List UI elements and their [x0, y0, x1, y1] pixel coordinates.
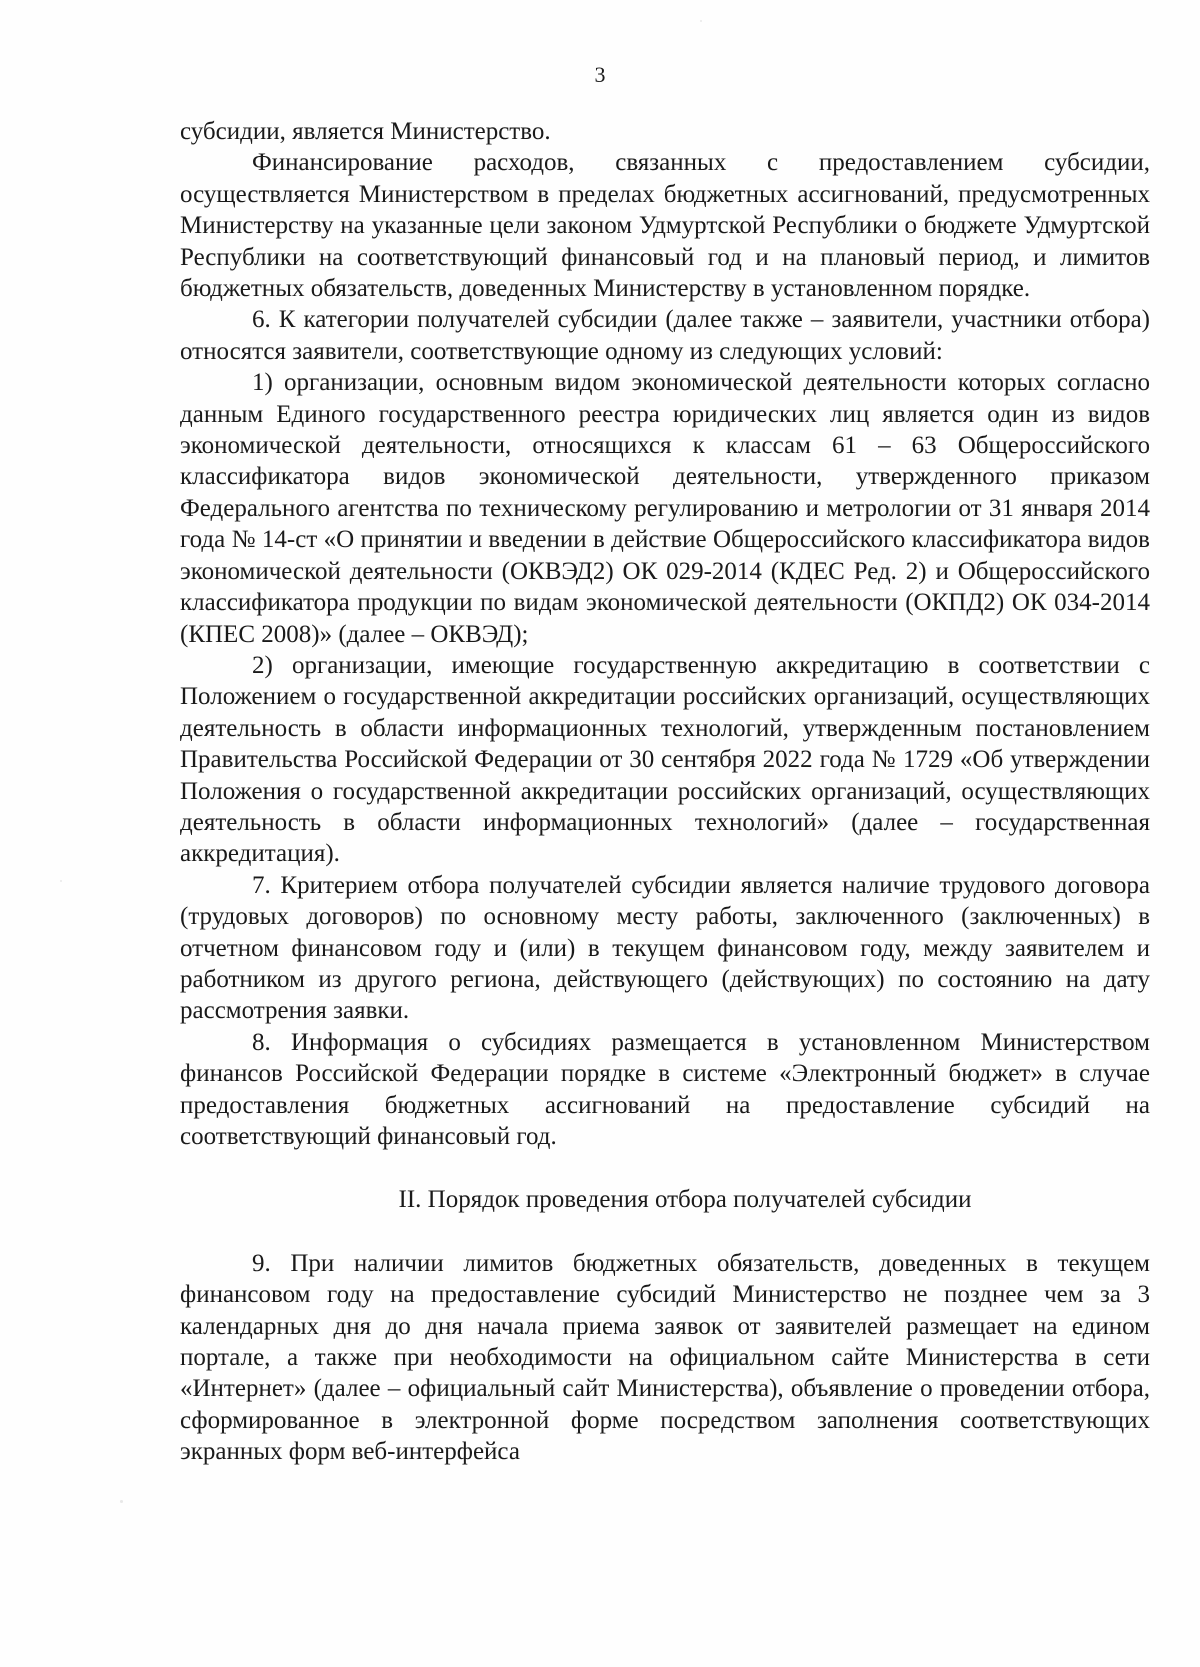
paragraph-continuation: субсидии, является Министерство.: [180, 118, 551, 145]
scan-speck: [700, 20, 702, 22]
document-body: [180, 116, 1150, 1468]
paragraph-item-6-2: 2) организации, имеющие государственную аккредитацию в соответствии с Положением о государственной аккредитации российских организаций, осуществляющих деятельность в области информационных технологий, утвержденным постановлением Правительства Российской Федерации от 30 сентября 2022 года № 1729 «Об утверждении Положения о государственной аккредитации российских организаций, осуществляющих деятельность в области информационных технологий» (далее – государственная аккредитация).: [180, 651, 1150, 868]
section-heading: II. Порядок проведения отбора получателей субсидии: [398, 1186, 972, 1214]
paragraph-financing: Финансирование расходов, связанных с предоставлением субсидии, осуществляется Министерством в пределах бюджетных ассигнований, предусмотренных Министерству на указанные цели законом Удмуртской Республики о бюджете Удмуртской Республики на соответствующий финансовый год и на плановый период, и лимитов бюджетных обязательств, доведенных Министерству в установленном порядке.: [180, 149, 1150, 303]
page-number: 3: [594, 62, 606, 87]
paragraph-item-6: 6. К категории получателей субсидии (далее также – заявители, участники отбора) относятся заявители, соответствующие одному из следующих условий:: [180, 306, 1150, 365]
paragraph-item-6-1: 1) организации, основным видом экономической деятельности которых согласно данным Единого государственного реестра юридических лиц является один из видов экономической деятельности, относящихся к классам 61 – 63 Общероссийского классификатора видов экономической деятельности, утвержденного приказом Федерального агентства по техническому регулированию и метрологии от 31 января 2014 года № 14-ст «О принятии и введении в действие Общероссийского классификатора видов экономической деятельности (ОКВЭД2) ОК 029-2014 (КДЕС Ред. 2) и Общероссийского классификатора продукции по видам экономической деятельности (ОКПД2) ОК 034-2014 (КПЕС 2008)» (далее – ОКВЭД);: [180, 369, 1150, 648]
scan-speck: [60, 880, 62, 882]
paragraph-item-8: 8. Информация о субсидиях размещается в установленном Министерством финансов Российской Федерации порядке в системе «Электронный бюджет» в случае предоставления бюджетных ассигнований на предоставление субсидий на соответствующий финансовый год.: [180, 1028, 1150, 1150]
scan-speck: [120, 1500, 123, 1503]
paragraph-item-7: 7. Критерием отбора получателей субсидии является наличие трудового договора (трудовых договоров) по основному месту работы, заключенного (заключенных) в отчетном финансовом году и (или) в текущем финансовом году, между заявителем и работником из другого региона, действующего (действующих) по состоянию на дату рассмотрения заявки.: [180, 871, 1150, 1025]
paragraph-item-9: 9. При наличии лимитов бюджетных обязательств, доведенных в текущем финансовом году на предоставление субсидий Министерство не позднее чем за 3 календарных дня до дня начала приема заявок от заявителей размещает на едином портале, а также при необходимости на официальном сайте Министерства в сети «Интернет» (далее – официальный сайт Министерства), объявление о проведении отбора, сформированное в электронной форме посредством заполнения соответствующих экранных форм веб-интерфейса: [180, 1249, 1150, 1466]
